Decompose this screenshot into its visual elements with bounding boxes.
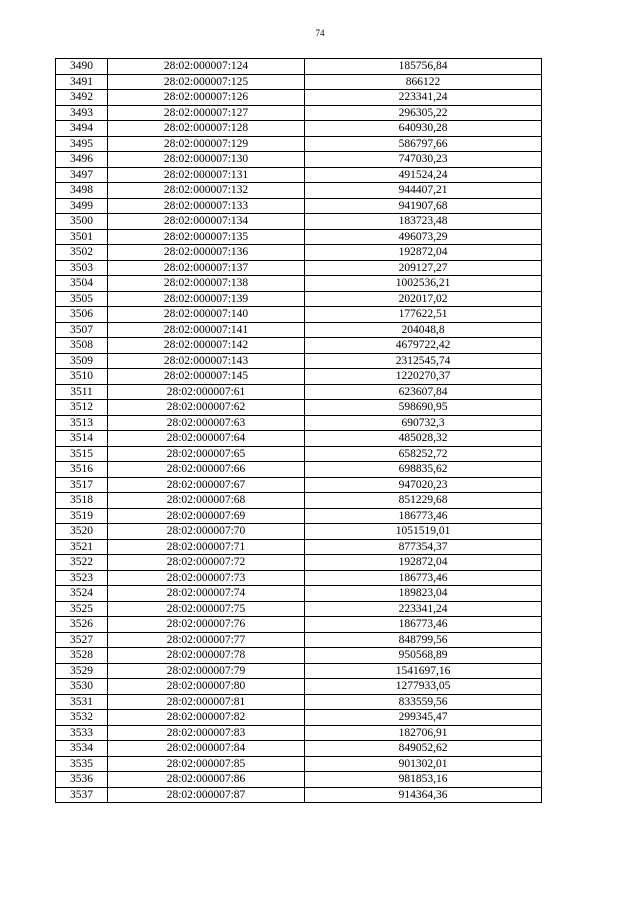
cadastral-number-cell: 28:02:000007:131 bbox=[108, 167, 305, 183]
cadastral-number-cell: 28:02:000007:80 bbox=[108, 679, 305, 695]
value-cell: 296305,22 bbox=[305, 105, 542, 121]
value-cell: 223341,24 bbox=[305, 601, 542, 617]
table-row bbox=[56, 369, 542, 385]
cadastral-number-cell: 28:02:000007:64 bbox=[108, 431, 305, 447]
cadastral-number-cell: 28:02:000007:72 bbox=[108, 555, 305, 571]
value-cell: 833559,56 bbox=[305, 694, 542, 710]
table-row bbox=[56, 508, 542, 524]
row-index-cell: 3506 bbox=[56, 307, 108, 323]
value-cell: 640930,28 bbox=[305, 121, 542, 137]
cadastral-number-cell: 28:02:000007:61 bbox=[108, 384, 305, 400]
cadastral-number-cell: 28:02:000007:77 bbox=[108, 632, 305, 648]
value-cell: 186773,46 bbox=[305, 617, 542, 633]
cadastral-number-cell: 28:02:000007:141 bbox=[108, 322, 305, 338]
table-row bbox=[56, 632, 542, 648]
value-cell: 1277933,05 bbox=[305, 679, 542, 695]
cadastral-number-cell: 28:02:000007:81 bbox=[108, 694, 305, 710]
cadastral-number-cell: 28:02:000007:135 bbox=[108, 229, 305, 245]
table-row bbox=[56, 772, 542, 788]
row-index-cell: 3529 bbox=[56, 663, 108, 679]
cadastral-number-cell: 28:02:000007:138 bbox=[108, 276, 305, 292]
row-index-cell: 3521 bbox=[56, 539, 108, 555]
table-row bbox=[56, 663, 542, 679]
cadastral-number-cell: 28:02:000007:133 bbox=[108, 198, 305, 214]
value-cell: 299345,47 bbox=[305, 710, 542, 726]
row-index-cell: 3513 bbox=[56, 415, 108, 431]
row-index-cell: 3516 bbox=[56, 462, 108, 478]
row-index-cell: 3499 bbox=[56, 198, 108, 214]
table-row bbox=[56, 725, 542, 741]
cadastral-number-cell: 28:02:000007:75 bbox=[108, 601, 305, 617]
value-cell: 950568,89 bbox=[305, 648, 542, 664]
row-index-cell: 3504 bbox=[56, 276, 108, 292]
row-index-cell: 3494 bbox=[56, 121, 108, 137]
value-cell: 981853,16 bbox=[305, 772, 542, 788]
cadastral-number-cell: 28:02:000007:66 bbox=[108, 462, 305, 478]
cadastral-number-cell: 28:02:000007:69 bbox=[108, 508, 305, 524]
row-index-cell: 3524 bbox=[56, 586, 108, 602]
cadastral-number-cell: 28:02:000007:139 bbox=[108, 291, 305, 307]
row-index-cell: 3491 bbox=[56, 74, 108, 90]
cadastral-number-cell: 28:02:000007:142 bbox=[108, 338, 305, 354]
row-index-cell: 3503 bbox=[56, 260, 108, 276]
cadastral-number-cell: 28:02:000007:76 bbox=[108, 617, 305, 633]
row-index-cell: 3512 bbox=[56, 400, 108, 416]
value-cell: 204048,8 bbox=[305, 322, 542, 338]
table-row bbox=[56, 90, 542, 106]
value-cell: 189823,04 bbox=[305, 586, 542, 602]
value-cell: 186773,46 bbox=[305, 508, 542, 524]
row-index-cell: 3528 bbox=[56, 648, 108, 664]
cadastral-number-cell: 28:02:000007:140 bbox=[108, 307, 305, 323]
cadastral-number-cell: 28:02:000007:65 bbox=[108, 446, 305, 462]
cadastral-number-cell: 28:02:000007:127 bbox=[108, 105, 305, 121]
value-cell: 182706,91 bbox=[305, 725, 542, 741]
table-row bbox=[56, 384, 542, 400]
value-cell: 658252,72 bbox=[305, 446, 542, 462]
row-index-cell: 3508 bbox=[56, 338, 108, 354]
value-cell: 192872,04 bbox=[305, 555, 542, 571]
value-cell: 849052,62 bbox=[305, 741, 542, 757]
cadastral-number-cell: 28:02:000007:130 bbox=[108, 152, 305, 168]
table-row bbox=[56, 307, 542, 323]
cadastral-number-cell: 28:02:000007:129 bbox=[108, 136, 305, 152]
value-cell: 623607,84 bbox=[305, 384, 542, 400]
row-index-cell: 3502 bbox=[56, 245, 108, 261]
value-cell: 223341,24 bbox=[305, 90, 542, 106]
row-index-cell: 3510 bbox=[56, 369, 108, 385]
value-cell: 851229,68 bbox=[305, 493, 542, 509]
table-row bbox=[56, 539, 542, 555]
table-row bbox=[56, 756, 542, 772]
table-row bbox=[56, 400, 542, 416]
table-row bbox=[56, 245, 542, 261]
table-row bbox=[56, 74, 542, 90]
row-index-cell: 3507 bbox=[56, 322, 108, 338]
row-index-cell: 3518 bbox=[56, 493, 108, 509]
table-row bbox=[56, 446, 542, 462]
cadastral-number-cell: 28:02:000007:125 bbox=[108, 74, 305, 90]
cadastral-number-cell: 28:02:000007:134 bbox=[108, 214, 305, 230]
table-row bbox=[56, 105, 542, 121]
table-row bbox=[56, 136, 542, 152]
row-index-cell: 3523 bbox=[56, 570, 108, 586]
row-index-cell: 3501 bbox=[56, 229, 108, 245]
table-row bbox=[56, 353, 542, 369]
table-row bbox=[56, 679, 542, 695]
table-row bbox=[56, 555, 542, 571]
table-row bbox=[56, 291, 542, 307]
table-row bbox=[56, 152, 542, 168]
row-index-cell: 3490 bbox=[56, 59, 108, 75]
row-index-cell: 3509 bbox=[56, 353, 108, 369]
cadastral-number-cell: 28:02:000007:79 bbox=[108, 663, 305, 679]
value-cell: 698835,62 bbox=[305, 462, 542, 478]
cadastral-number-cell: 28:02:000007:132 bbox=[108, 183, 305, 199]
row-index-cell: 3492 bbox=[56, 90, 108, 106]
cadastral-number-cell: 28:02:000007:86 bbox=[108, 772, 305, 788]
value-cell: 2312545,74 bbox=[305, 353, 542, 369]
cadastral-number-cell: 28:02:000007:83 bbox=[108, 725, 305, 741]
row-index-cell: 3532 bbox=[56, 710, 108, 726]
value-cell: 491524,24 bbox=[305, 167, 542, 183]
table-row bbox=[56, 787, 542, 803]
cadastral-number-cell: 28:02:000007:70 bbox=[108, 524, 305, 540]
cadastral-number-cell: 28:02:000007:128 bbox=[108, 121, 305, 137]
page-number: 74 bbox=[315, 28, 325, 38]
value-cell: 914364,36 bbox=[305, 787, 542, 803]
table-row bbox=[56, 601, 542, 617]
table-row bbox=[56, 586, 542, 602]
row-index-cell: 3500 bbox=[56, 214, 108, 230]
row-index-cell: 3535 bbox=[56, 756, 108, 772]
row-index-cell: 3526 bbox=[56, 617, 108, 633]
table-row bbox=[56, 183, 542, 199]
table-row bbox=[56, 121, 542, 137]
value-cell: 866122 bbox=[305, 74, 542, 90]
cadastral-number-cell: 28:02:000007:71 bbox=[108, 539, 305, 555]
value-cell: 4679722,42 bbox=[305, 338, 542, 354]
value-cell: 202017,02 bbox=[305, 291, 542, 307]
row-index-cell: 3517 bbox=[56, 477, 108, 493]
value-cell: 944407,21 bbox=[305, 183, 542, 199]
cadastral-number-cell: 28:02:000007:78 bbox=[108, 648, 305, 664]
row-index-cell: 3497 bbox=[56, 167, 108, 183]
value-cell: 183723,48 bbox=[305, 214, 542, 230]
cadastral-number-cell: 28:02:000007:87 bbox=[108, 787, 305, 803]
row-index-cell: 3522 bbox=[56, 555, 108, 571]
table-row bbox=[56, 276, 542, 292]
cadastral-number-cell: 28:02:000007:145 bbox=[108, 369, 305, 385]
row-index-cell: 3505 bbox=[56, 291, 108, 307]
value-cell: 941907,68 bbox=[305, 198, 542, 214]
row-index-cell: 3520 bbox=[56, 524, 108, 540]
table-row bbox=[56, 648, 542, 664]
table-body bbox=[56, 59, 542, 803]
table-row bbox=[56, 59, 542, 75]
value-cell: 485028,32 bbox=[305, 431, 542, 447]
cadastral-number-cell: 28:02:000007:63 bbox=[108, 415, 305, 431]
cadastral-number-cell: 28:02:000007:73 bbox=[108, 570, 305, 586]
table-row bbox=[56, 710, 542, 726]
value-cell: 877354,37 bbox=[305, 539, 542, 555]
table-row bbox=[56, 338, 542, 354]
table-row bbox=[56, 322, 542, 338]
value-cell: 848799,56 bbox=[305, 632, 542, 648]
cadastral-number-cell: 28:02:000007:84 bbox=[108, 741, 305, 757]
table-row bbox=[56, 477, 542, 493]
cadastral-number-cell: 28:02:000007:82 bbox=[108, 710, 305, 726]
row-index-cell: 3496 bbox=[56, 152, 108, 168]
value-cell: 186773,46 bbox=[305, 570, 542, 586]
value-cell: 192872,04 bbox=[305, 245, 542, 261]
row-index-cell: 3519 bbox=[56, 508, 108, 524]
value-cell: 586797,66 bbox=[305, 136, 542, 152]
value-cell: 747030,23 bbox=[305, 152, 542, 168]
cadastral-number-cell: 28:02:000007:136 bbox=[108, 245, 305, 261]
row-index-cell: 3536 bbox=[56, 772, 108, 788]
value-cell: 690732,3 bbox=[305, 415, 542, 431]
value-cell: 185756,84 bbox=[305, 59, 542, 75]
table-row bbox=[56, 617, 542, 633]
parcel-table bbox=[55, 58, 542, 803]
cadastral-number-cell: 28:02:000007:126 bbox=[108, 90, 305, 106]
table-row bbox=[56, 415, 542, 431]
cadastral-number-cell: 28:02:000007:124 bbox=[108, 59, 305, 75]
table-row bbox=[56, 198, 542, 214]
value-cell: 598690,95 bbox=[305, 400, 542, 416]
value-cell: 1051519,01 bbox=[305, 524, 542, 540]
row-index-cell: 3495 bbox=[56, 136, 108, 152]
row-index-cell: 3511 bbox=[56, 384, 108, 400]
row-index-cell: 3533 bbox=[56, 725, 108, 741]
table-row bbox=[56, 214, 542, 230]
value-cell: 1002536,21 bbox=[305, 276, 542, 292]
value-cell: 177622,51 bbox=[305, 307, 542, 323]
table-row bbox=[56, 167, 542, 183]
table-row bbox=[56, 493, 542, 509]
table-row bbox=[56, 524, 542, 540]
row-index-cell: 3525 bbox=[56, 601, 108, 617]
table-row bbox=[56, 260, 542, 276]
row-index-cell: 3493 bbox=[56, 105, 108, 121]
table-row bbox=[56, 694, 542, 710]
value-cell: 496073,29 bbox=[305, 229, 542, 245]
value-cell: 947020,23 bbox=[305, 477, 542, 493]
row-index-cell: 3537 bbox=[56, 787, 108, 803]
cadastral-number-cell: 28:02:000007:85 bbox=[108, 756, 305, 772]
row-index-cell: 3514 bbox=[56, 431, 108, 447]
row-index-cell: 3515 bbox=[56, 446, 108, 462]
cadastral-number-cell: 28:02:000007:143 bbox=[108, 353, 305, 369]
cadastral-number-cell: 28:02:000007:74 bbox=[108, 586, 305, 602]
cadastral-number-cell: 28:02:000007:137 bbox=[108, 260, 305, 276]
table-row bbox=[56, 431, 542, 447]
row-index-cell: 3498 bbox=[56, 183, 108, 199]
cadastral-number-cell: 28:02:000007:67 bbox=[108, 477, 305, 493]
cadastral-number-cell: 28:02:000007:62 bbox=[108, 400, 305, 416]
row-index-cell: 3530 bbox=[56, 679, 108, 695]
value-cell: 209127,27 bbox=[305, 260, 542, 276]
row-index-cell: 3534 bbox=[56, 741, 108, 757]
value-cell: 1541697,16 bbox=[305, 663, 542, 679]
value-cell: 1220270,37 bbox=[305, 369, 542, 385]
table-row bbox=[56, 229, 542, 245]
row-index-cell: 3531 bbox=[56, 694, 108, 710]
value-cell: 901302,01 bbox=[305, 756, 542, 772]
cadastral-number-cell: 28:02:000007:68 bbox=[108, 493, 305, 509]
row-index-cell: 3527 bbox=[56, 632, 108, 648]
table-row bbox=[56, 570, 542, 586]
table-row bbox=[56, 462, 542, 478]
table-row bbox=[56, 741, 542, 757]
